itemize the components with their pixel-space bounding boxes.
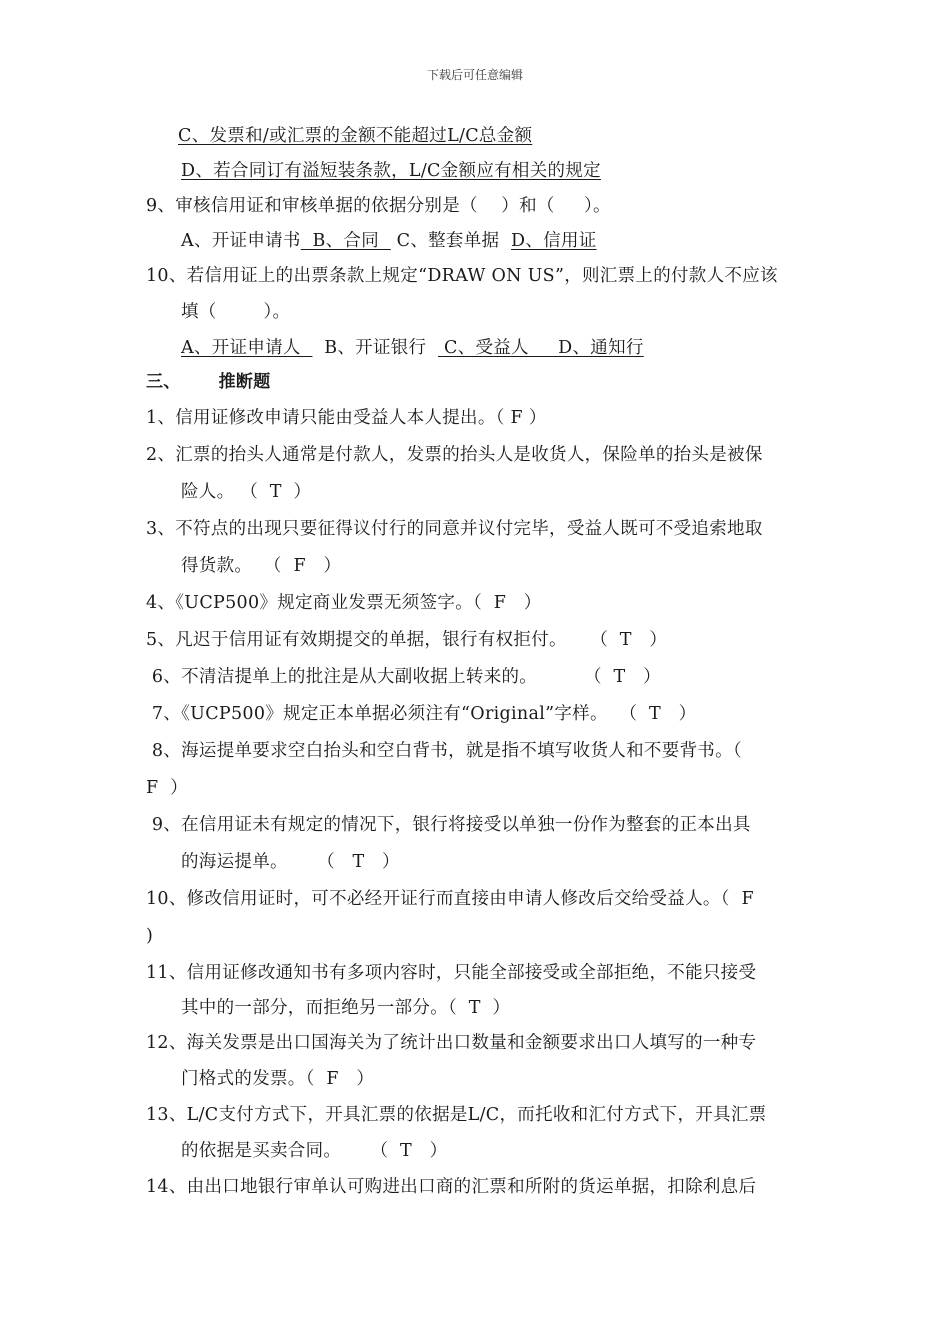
q9-option-a: A、开证申请书 xyxy=(181,231,301,251)
q10-option-c: C、受益人 xyxy=(438,338,547,358)
tf-item-10: 10、修改信用证时，可不必经开证行而直接由申请人修改后交给受益人。（ F xyxy=(146,889,754,909)
question-9: 9、审核信用证和审核单据的依据分别是（ ）和（ ）。 xyxy=(146,196,611,216)
tf-item-6: 6、不清洁提单上的批注是从大副收据上转来的。 （ T ） xyxy=(146,667,661,687)
tf-item-4: 4、《UCP500》规定商业发票无须签字。（ F ） xyxy=(146,593,542,613)
tf-item-13: 13、L/C支付方式下，开具汇票的依据是L/C，而托收和汇付方式下，开具汇票 xyxy=(146,1105,767,1125)
tf-item-12-cont: 门格式的发票。（ F ） xyxy=(181,1069,375,1089)
q10-option-b: B、开证银行 xyxy=(312,338,439,358)
tf-item-9: 9、在信用证未有规定的情况下，银行将接受以单独一份作为整套的正本出具 xyxy=(146,815,751,835)
q9-option-c: C、整套单据 xyxy=(390,231,512,251)
tf-item-2: 2、汇票的抬头人通常是付款人，发票的抬头人是收货人，保险单的抬头是被保 xyxy=(146,445,763,465)
tf-item-13-cont: 的依据是买卖合同。 （ T ） xyxy=(181,1141,448,1161)
tf-item-14: 14、由出口地银行审单认可购进出口商的汇票和所附的货运单据，扣除利息后 xyxy=(146,1177,757,1197)
question-10-options xyxy=(181,336,644,360)
tf-item-8: 8、海运提单要求空白抬头和空白背书，就是指不填写收货人和不要背书。（ xyxy=(146,741,742,761)
tf-item-2-cont: 险人。 （ T ） xyxy=(181,482,312,502)
tf-item-3-cont: 得货款。 （ F ） xyxy=(181,556,342,576)
tf-item-9-cont: 的海运提单。 （ T ） xyxy=(181,852,400,872)
tf-item-1: 1、信用证修改申请只能由受益人本人提出。（ F ） xyxy=(146,408,547,428)
q10-option-d: D、通知行 xyxy=(546,338,644,358)
question-9-options xyxy=(181,229,597,253)
tf-item-12: 12、海关发票是出口国海关为了统计出口数量和金额要求出口人填写的一种专 xyxy=(146,1033,757,1053)
tf-item-7: 7、《UCP500》规定正本单据必须注有“Original”字样。 （ T ） xyxy=(146,704,697,724)
page-header: 下载后可任意编辑 xyxy=(426,68,523,82)
question-10-cont: 填（ ）。 xyxy=(181,302,291,322)
tf-item-3: 3、不符点的出现只要征得议付行的同意并议付完毕，受益人既可不受追索地取 xyxy=(146,519,763,539)
q10-option-a: A、开证申请人 xyxy=(181,338,313,358)
section-number: 三、 xyxy=(146,372,181,392)
section-title: 推断题 xyxy=(218,372,271,392)
prev-option-c: C、发票和/或汇票的金额不能超过L/C总金额 xyxy=(178,126,533,146)
tf-item-8-cont: F ） xyxy=(146,778,188,798)
q9-option-d: D、信用证 xyxy=(511,231,597,251)
tf-item-11: 11、信用证修改通知书有多项内容时，只能全部接受或全部拒绝，不能只接受 xyxy=(146,963,757,983)
tf-item-5: 5、凡迟于信用证有效期提交的单据，银行有权拒付。 （ T ） xyxy=(146,630,668,650)
section-heading xyxy=(146,370,271,394)
q9-option-b: B、合同 xyxy=(300,231,391,251)
tf-item-11-cont: 其中的一部分，而拒绝另一部分。（ T ） xyxy=(181,998,511,1018)
tf-item-10-cont: ) xyxy=(146,926,154,946)
question-10: 10、若信用证上的出票条款上规定“DRAW ON US”，则汇票上的付款人不应该 xyxy=(146,266,778,286)
prev-option-d: D、若合同订有溢短装条款，L/C金额应有相关的规定 xyxy=(181,161,601,181)
